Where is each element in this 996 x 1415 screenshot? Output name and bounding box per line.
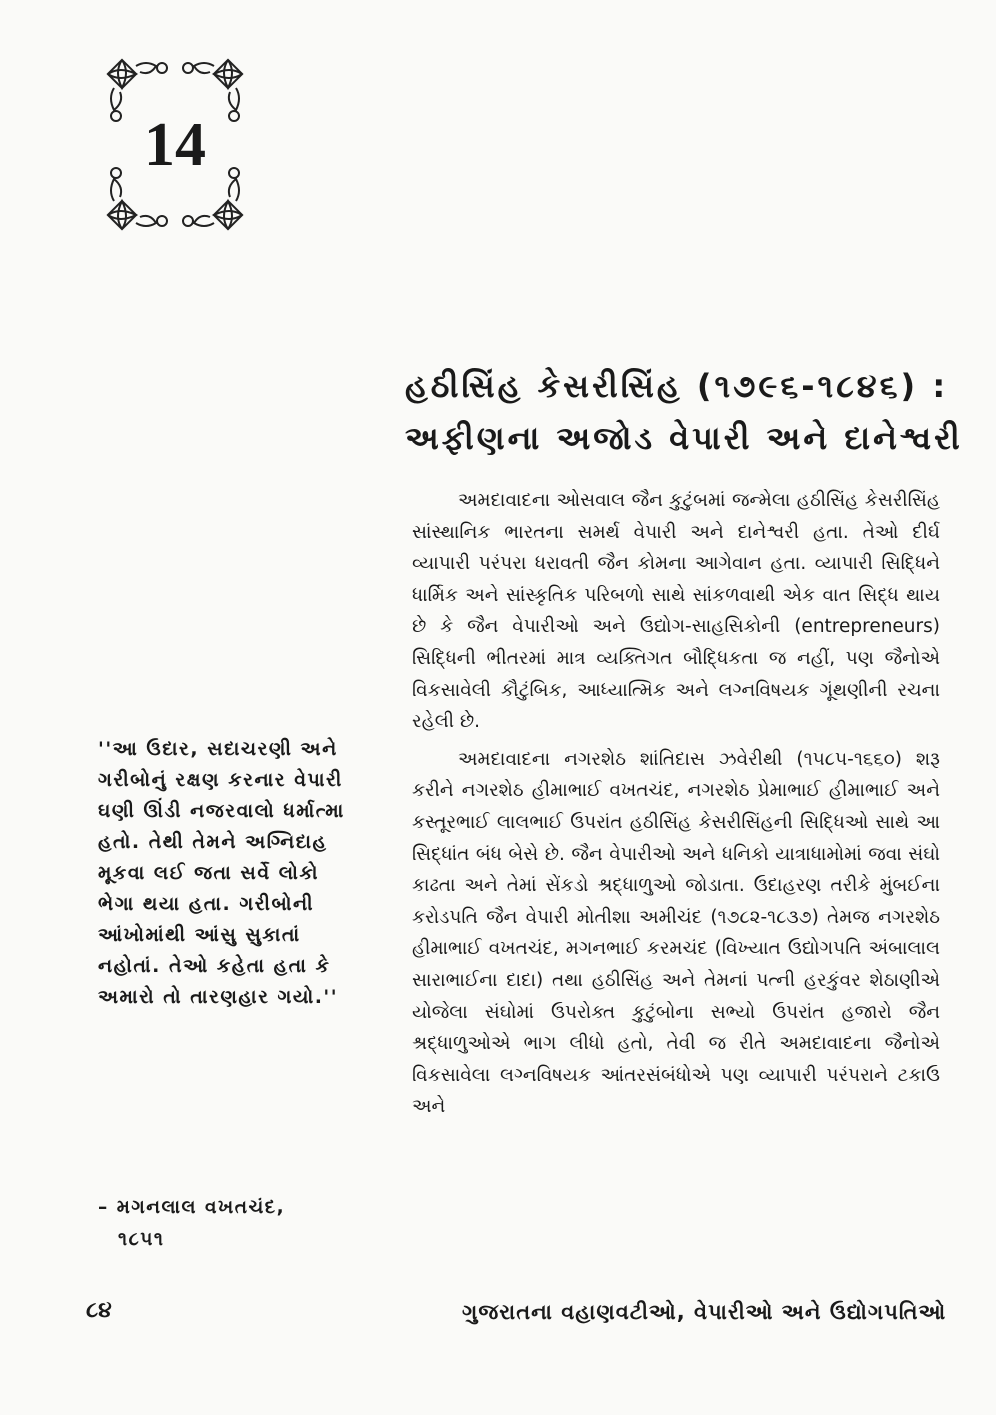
article-title-line2: અફીણના અજોડ વેપારી અને દાનેશ્વરી — [405, 419, 963, 457]
quote-attribution-name: – મગનલાલ વખતચંદ, — [98, 1197, 286, 1218]
body-paragraph: અમદાવાદના ઓસવાલ જૈન કુટુંબમાં જન્મેલા હઠીસિંહ કેસરીસિંહ સાંસ્થાનિક ભારતના સમર્થ વેપારી અને દાનેશ્વરી હતા. તેઓ દીર્ઘ વ્યાપારી પરંપરા ધરાવતી જૈન કોમના આગેવાન હતા. વ્યાપારી સિદ્ધિને ધાર્મિક અને સાંસ્કૃતિક પરિબળો સાથે સાંકળવાથી એક વાત સિદ્ધ થાય છે કે જૈન વેપારીઓ અને ઉદ્યોગ-સાહસિકોની (entrepreneurs) સિદ્ધિની ભીતરમાં માત્ર વ્યક્તિગત બૌદ્ધિકતા જ નહીં, પણ જૈનોએ વિકસાવેલી કૌટુંબિક, આધ્યાત્મિક અને લગ્નવિષયક ગૂંથણીની રચના રહેલી છે. — [412, 490, 940, 733]
sidebar-quote — [98, 734, 348, 1013]
article-title — [405, 360, 965, 464]
article-body — [412, 485, 940, 1129]
quote-attribution-year: ૧૮૫૧ — [118, 1229, 165, 1250]
article-title-line1: હઠીસિંહ કેસરીસિંહ (૧૭૯૬-૧૮૪૬) : — [405, 367, 949, 405]
sidebar-quote-text: ''આ ઉદાર, સદાચરણી અને ગરીબોનું રક્ષણ કરનાર વેપારી ઘણી ઊંડી નજરવાલો ધર્માત્મા હતો. તેથી તેમને અગ્નિદાહ મૂકવા લઈ જતા સર્વે લોકો ભેગા થયા હતા. ગરીબોની આંખોમાંથી આંસુ સુકાતાં નહોતાં. તેઓ કહેતા હતા કે અમારો તો તારણહાર ગયો.'' — [98, 738, 345, 1008]
quote-attribution — [98, 1192, 348, 1256]
body-paragraph: અમદાવાદના નગરશેઠ શાંતિદાસ ઝવેરીથી (૧૫૮૫-૧૬૬૦) શરૂ કરીને નગરશેઠ હીમાભાઈ વખતચંદ, નગરશેઠ પ્રેમાભાઈ હીમાભાઈ અને કસ્તૂરભાઈ લાલભાઈ ઉપરાંત હઠીસિંહ કેસરીસિંહની સિદ્ધિઓ સાથે આ સિદ્ધાંત બંધ બેસે છે. જૈન વેપારીઓ અને ધનિકો યાત્રાધામોમાં જવા સંઘો કાઢતા અને તેમાં સેંકડો શ્રદ્ધાળુઓ જોડાતા. ઉદાહરણ તરીકે મુંબઈના કરોડપતિ જૈન વેપારી મોતીશા અમીચંદ (૧૭૮૨-૧૮૩૭) તેમજ નગરશેઠ હીમાભાઈ વખતચંદ, મગનભાઈ કરમચંદ (વિખ્યાત ઉદ્યોગપતિ અંબાલાલ સારાભાઈના દાદા) તથા હઠીસિંહ અને તેમનાં પત્ની હરકુંવર શેઠાણીએ યોજેલા સંઘોમાં ઉપરોક્ત કુટુંબોના સભ્યો ઉપરાંત હજારો જૈન શ્રદ્ધાળુઓએ ભાગ લીધો હતો, તેવી જ રીતે અમદાવાદના જૈનોએ વિકસાવેલા લગ્નવિષયક આંતરસંબંધોએ પણ વ્યાપારી પરંપરાને ટકાઉ અને — [412, 748, 940, 1118]
page-number: ૮૪ — [86, 1298, 112, 1323]
running-footer-title: ગુજરાતના વહાણવટીઓ, વેપારીઓ અને ઉદ્યોગપતિઓ — [462, 1300, 947, 1324]
chapter-number: 14 — [144, 111, 206, 179]
